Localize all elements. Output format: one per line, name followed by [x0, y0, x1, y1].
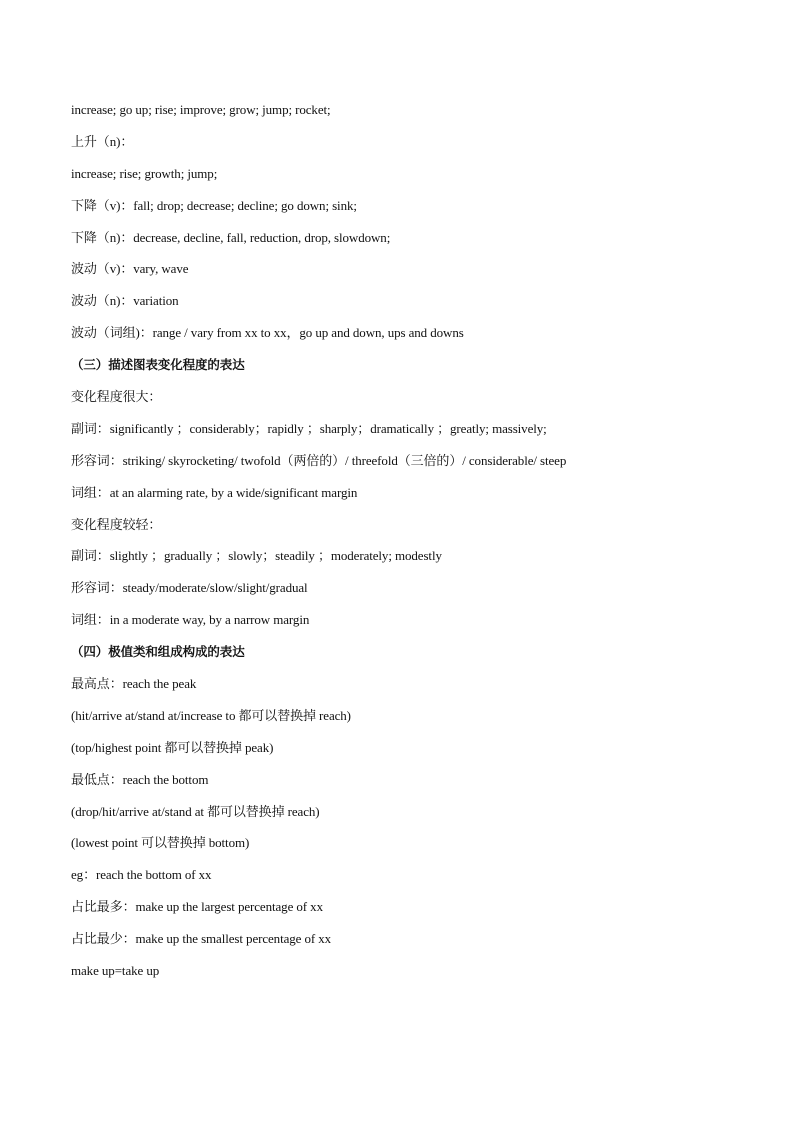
- text-line: increase; rise; growth; jump;: [71, 165, 218, 181]
- text-line: increase; go up; rise; improve; grow; jump; rocket;: [71, 102, 331, 117]
- text-line: 最高点：reach the peak: [71, 676, 197, 692]
- text-line: 形容词：steady/moderate/slow/slight/gradual: [71, 580, 308, 596]
- text-line: make up=take up: [71, 963, 160, 979]
- text-line: (top/highest point 都可以替换掉 peak): [71, 739, 274, 755]
- text-line: 波动（n)：variation: [71, 293, 179, 309]
- text-line: 变化程度很大：: [71, 389, 162, 405]
- text-line: 上升（n)：: [71, 133, 134, 149]
- text-line: 占比最少：make up the smallest percentage of xx: [71, 931, 332, 947]
- text-line: 占比最多：make up the largest percentage of xx: [71, 899, 323, 915]
- text-line: (hit/arrive at/stand at/increase to 都可以替换掉 reach): [71, 707, 351, 723]
- section-heading: （三）描述图表变化程度的表达: [71, 357, 245, 373]
- text-line: 波动（词组)：range / vary from xx to xx，go up and down, ups and downs: [71, 325, 464, 341]
- text-line: (lowest point 可以替换掉 bottom): [71, 835, 250, 851]
- text-line: (drop/hit/arrive at/stand at 都可以替换掉 reach): [71, 803, 320, 819]
- text-line: 波动（v)：vary, wave: [71, 261, 189, 277]
- text-line: 变化程度较轻：: [71, 516, 162, 532]
- text-line: eg：reach the bottom of xx: [71, 867, 212, 883]
- text-line: 下降（v)：fall; drop; decrease; decline; go down; sink;: [71, 197, 357, 213]
- text-line: 最低点：reach the bottom: [71, 771, 209, 787]
- section-heading: （四）极值类和组成构成的表达: [71, 644, 245, 660]
- text-line: 副词：slightly ；gradually ；slowly；steadily ；moderately; modestly: [71, 548, 442, 564]
- text-line: 下降（n)：decrease, decline, fall, reduction, drop, slowdown;: [71, 229, 391, 245]
- text-line: 词组：at an alarming rate, by a wide/significant margin: [71, 484, 358, 500]
- text-line: 形容词：striking/ skyrocketing/ twofold（两倍的）/ threefold（三倍的）/ considerable/ steep: [71, 452, 567, 468]
- text-line: 副词：significantly ；considerably；rapidly ；sharply；dramatically ；greatly; massively;: [71, 420, 547, 436]
- document-body: [71, 100, 761, 993]
- text-line: 词组：in a moderate way, by a narrow margin: [71, 612, 310, 628]
